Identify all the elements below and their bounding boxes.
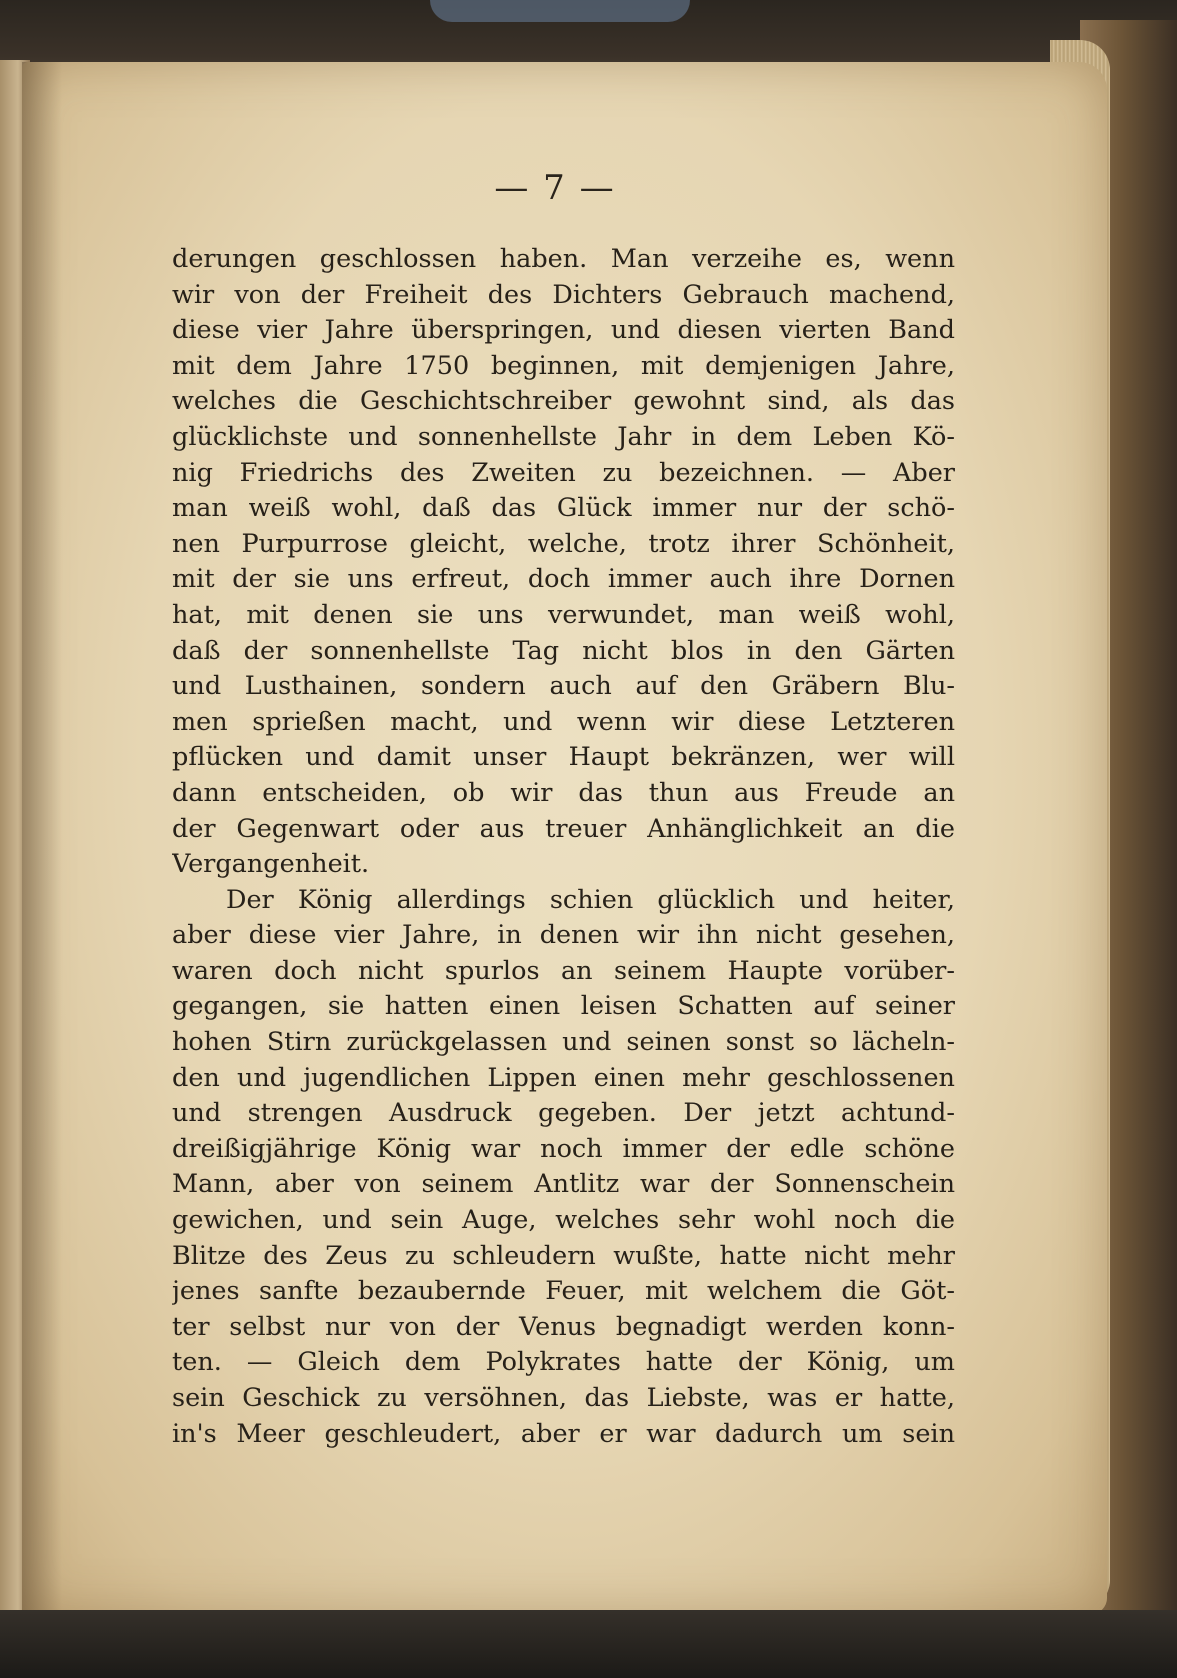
- text-line: nen Purpurrose gleicht, welche, trotz ihrer Schönheit,: [172, 528, 955, 559]
- text-line: mit der sie uns erfreut, doch immer auch ihre Dornen: [172, 564, 955, 595]
- text-line: dann entscheiden, ob wir das thun aus Freude an: [172, 777, 955, 808]
- text-line: aber diese vier Jahre, in denen wir ihn nicht gesehen,: [172, 920, 955, 951]
- text-line: ten. — Gleich dem Polykrates hatte der König, um: [172, 1347, 955, 1378]
- text-line: und Lusthainen, sondern auch auf den Gräbern Blu-: [172, 671, 955, 702]
- text-line: nig Friedrichs des Zweiten zu bezeichnen. — Aber: [172, 457, 955, 488]
- text-line: in's Meer geschleudert, aber er war dadurch um sein: [172, 1418, 955, 1449]
- text-line: Mann, aber von seinem Antlitz war der Sonnenschein: [172, 1169, 955, 1200]
- text-line: hat, mit denen sie uns verwundet, man weiß wohl,: [172, 599, 955, 630]
- text-line: man weiß wohl, daß das Glück immer nur der schö-: [172, 493, 955, 524]
- page-number: — 7 —: [494, 168, 616, 208]
- text-line: jenes sanfte bezaubernde Feuer, mit welchem die Göt-: [172, 1276, 955, 1307]
- text-line: daß der sonnenhellste Tag nicht blos in den Gärten: [172, 635, 955, 666]
- text-line: mit dem Jahre 1750 beginnen, mit demjenigen Jahre,: [172, 350, 955, 381]
- text-line: Der König allerdings schien glücklich und heiter,: [226, 884, 955, 915]
- text-line: diese vier Jahre überspringen, und diesen vierten Band: [172, 315, 955, 346]
- text-line: ter selbst nur von der Venus begnadigt werden konn-: [172, 1311, 955, 1342]
- text-line: und strengen Ausdruck gegeben. Der jetzt achtund-: [172, 1098, 955, 1129]
- text-line: hohen Stirn zurückgelassen und seinen sonst so lächeln-: [172, 1027, 955, 1058]
- text-line: men sprießen macht, und wenn wir diese Letzteren: [172, 706, 955, 737]
- text-line: glücklichste und sonnenhellste Jahr in dem Leben Kö-: [172, 421, 955, 452]
- text-line: den und jugendlichen Lippen einen mehr geschlossenen: [172, 1062, 955, 1093]
- text-line: dreißigjährige König war noch immer der edle schöne: [172, 1133, 955, 1164]
- body-text: [172, 242, 955, 1452]
- text-line: sein Geschick zu versöhnen, das Liebste, was er hatte,: [172, 1383, 955, 1413]
- text-line: Blitze des Zeus zu schleudern wußte, hatte nicht mehr: [172, 1240, 955, 1271]
- page-gutter-shadow: [22, 62, 62, 1614]
- text-line: derungen geschlossen haben. Man verzeihe es, wenn: [172, 244, 955, 274]
- text-line: waren doch nicht spurlos an seinem Haupte vorüber-: [172, 955, 955, 986]
- background-bottom: [0, 1610, 1177, 1678]
- text-line: welches die Geschichtschreiber gewohnt sind, als das: [172, 386, 955, 417]
- text-line: Vergangenheit.: [172, 849, 370, 880]
- text-line: gewichen, und sein Auge, welches sehr wohl noch die: [172, 1205, 955, 1236]
- text-line: der Gegenwart oder aus treuer Anhänglichkeit an die: [172, 813, 955, 844]
- text-line: pflücken und damit unser Haupt bekränzen, wer will: [172, 742, 955, 773]
- text-line: gegangen, sie hatten einen leisen Schatten auf seiner: [172, 991, 955, 1022]
- text-line: wir von der Freiheit des Dichters Gebrauch machend,: [172, 279, 955, 310]
